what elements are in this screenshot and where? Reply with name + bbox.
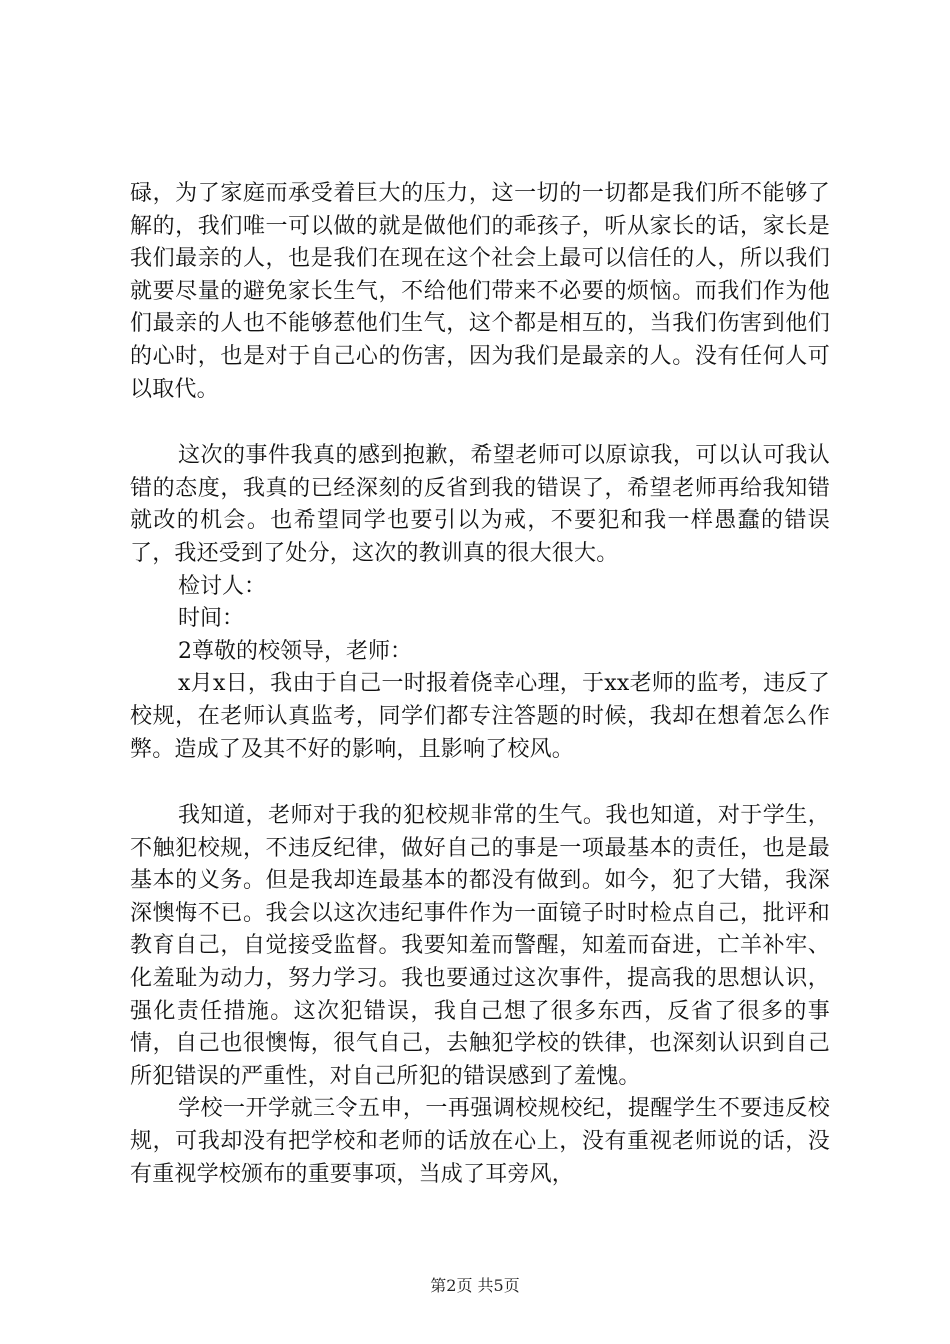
paragraph-apology: 这次的事件我真的感到抱歉，希望老师可以原谅我，可以认可我认错的态度，我真的已经深刻的反省到我的错误了，希望老师再给我知错就改的机会。也希望同学也要引以为戒，不要犯和我一样愚蠢的错误了，我还受到了处分，这次的教训真的很大很大。 <box>130 443 830 566</box>
page-number-footer: 第2页 共5页 <box>430 1276 520 1295</box>
paragraph-school-rules: 学校一开学就三令五申，一再强调校规校纪，提醒学生不要违反校规，可我却没有把学校和老师的话放在心上，没有重视老师说的话，没有重视学校颁布的重要事项，当成了耳旁风， <box>130 1096 830 1187</box>
signer-label: 检讨人： <box>178 573 267 599</box>
letter-salutation: 2尊敬的校领导，老师： <box>178 638 412 664</box>
paragraph-incident: x月x日，我由于自己一时报着侥幸心理，于xx老师的监考，违反了校规，在老师认真监考，同学们都专注答题的时候，我却在想着怎么作弊。造成了及其不好的影响，且影响了校风。 <box>130 671 830 762</box>
paragraph-reflection: 我知道，老师对于我的犯校规非常的生气。我也知道，对于学生，不触犯校规，不违反纪律，做好自己的事是一项最基本的责任，也是最基本的义务。但是我却连最基本的都没有做到。如今，犯了大错，我深深懊悔不已。我会以这次违纪事件作为一面镜子时时检点自己，批评和教育自己，自觉接受监督。我要知羞而警醒，知羞而奋进，亡羊补牢、化羞耻为动力，努力学习。我也要通过这次事件，提高我的思想认识，强化责任措施。这次犯错误，我自己想了很多东西，反省了很多的事情，自己也很懊悔，很气自己，去触犯学校的铁律，也深刻认识到自己所犯错误的严重性，对自己所犯的错误感到了羞愧。 <box>130 803 830 1089</box>
paragraph-gap <box>130 406 830 440</box>
document-body <box>130 178 830 1191</box>
time-label: 时间： <box>178 606 245 632</box>
paragraph-gap <box>130 766 830 800</box>
paragraph-continued: 碌，为了家庭而承受着巨大的压力，这一切的一切都是我们所不能够了解的，我们唯一可以做的就是做他们的乖孩子，听从家长的话，家长是我们最亲的人，也是我们在现在这个社会上最可以信任的人，所以我们就要尽量的避免家长生气，不给他们带来不必要的烦恼。而我们作为他们最亲的人也不能够惹他们生气，这个都是相互的，当我们伤害到他们的心时，也是对于自己心的伤害，因为我们是最亲的人。没有任何人可以取代。 <box>130 181 830 402</box>
